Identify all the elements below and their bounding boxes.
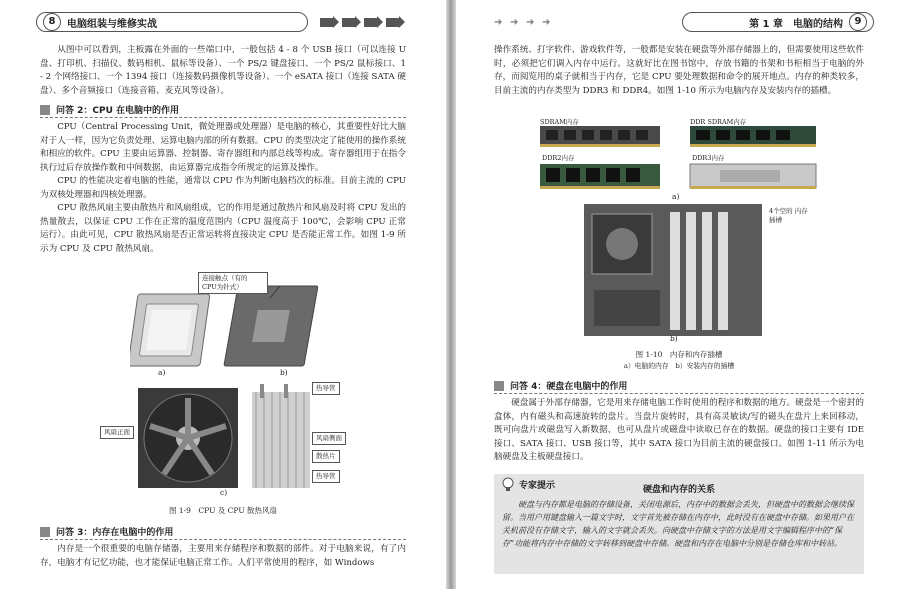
q3-heading: [40, 524, 406, 540]
arrow-icon: ➔: [510, 16, 519, 28]
left-text-block: [40, 44, 406, 256]
fig9-sub-a: a): [158, 368, 166, 377]
square-bullet-icon: [494, 381, 504, 391]
q2-title: 问答 2：CPU 在电脑中的作用: [56, 106, 180, 116]
label-heatsink: 散热片: [312, 450, 340, 463]
arrow-icon: ➔: [526, 16, 535, 28]
arrow-icon: ➔: [542, 16, 551, 28]
square-bullet-icon: [40, 527, 50, 537]
fig10-sub-a: a): [672, 192, 680, 201]
label-heatpipe-bottom: 热导管: [312, 470, 340, 483]
callout-pins: 连接触点（有的 CPU为针式）: [198, 272, 268, 294]
arrow-icon: [364, 18, 378, 27]
q2-paragraph-3: CPU 散热风扇主要由散热片和风扇组成，它的作用是通过散热片和风扇及时将 CPU 发出的热量散去，以保证 CPU 工作在正常的温度范围内（CPU 温度高于 100℃，会影响 CPU 正常运行）。由此可见，CPU 散热风扇是否正常运转将直接决定 CPU 是否能正常工作。如图 1-9 所示为 CPU 及 CPU 散热风扇。: [40, 203, 406, 254]
page-gutter: [446, 0, 456, 589]
left-header: [36, 10, 416, 34]
q2-heading: [40, 102, 406, 118]
fig10-sub-b: b): [670, 334, 678, 343]
right-page-number: 9: [849, 13, 867, 31]
tip-text: 硬盘与内存都是电脑的存储设备，关闭电源后，内存中的数据会丢失，但硬盘中的数据会继续保留。当用户用键盘输入一篇文字时，文字首先被存储在内存中，此时没有在硬盘中存储。如果用户在关机前没有存储文字，输入的文字就会丢失。向硬盘中存储文字的方法是用文字编辑程序中的“保存”功能将内存中存储的文字转移到硬盘中存储。硬盘和内存在电脑中分别是存储仓库和中转站。: [502, 500, 854, 548]
left-arrow-icons: [320, 18, 400, 27]
label-heatpipe-top: 热导管: [312, 382, 340, 395]
label-ddr3: DDR3内存: [692, 154, 725, 162]
q4-paragraph: 硬盘属于外部存储器，它是用来存储电脑工作时使用的程序和数据的地方。硬盘是一个密封的盒体，内有磁头和高速旋转的盘片。当盘片旋转时，具有高灵敏读/写的磁头在盘片上来回移动，既可向盘片或磁盘写入新数据，也可从盘片或磁盘中读取已存在的数据。硬盘的接口主要有 IDE 接口、SATA 接口、USB 接口等，其中 SATA 接口为目前主流的硬盘接口。如图 1-11 所示为电脑硬盘及主板硬盘接口。: [494, 398, 864, 462]
tip-title: 硬盘和内存的关系: [642, 485, 715, 495]
label-ddr2: DDR2内存: [542, 154, 575, 162]
figure-1-9-top: [130, 272, 350, 382]
right-header: [494, 10, 874, 34]
label-ddr-sdram: DDR SDRAM内存: [690, 118, 747, 126]
fig10-caption: 图 1-10 内存和内存插槽: [635, 350, 723, 359]
label-fan-side: 风扇侧面: [312, 432, 346, 445]
right-page: [456, 0, 900, 589]
figure-1-9-bottom: [100, 382, 360, 498]
fig9-sub-c: c): [220, 488, 228, 497]
right-running-title: 第 1 章 电脑的结构: [749, 18, 843, 30]
figure-1-10-a: [540, 118, 820, 202]
right-running-head: [682, 12, 874, 32]
expert-tip-box: [494, 474, 864, 574]
right-text-block: [494, 44, 864, 98]
memory-paragraph: 操作系统、打字软件、游戏软件等，一般都是安装在硬盘等外部存储器上的，但需要使用这些软件时，必须把它们调入内存中运行。这就好比在图书馆中，存放书籍的书架和书柜相当于电脑的外存，而阅览用的桌子就相当于内存，它是 CPU 要处理数据和命令的展开地点。内存的种类较多，目前主流的内存类型为 DDR3 和 DDR4。如图 1-10 所示为电脑内存及安装内存的插槽。: [494, 45, 864, 96]
q4-title: 问答 4：硬盘在电脑中的作用: [510, 382, 628, 392]
arrow-icon: ➔: [494, 16, 503, 28]
left-running-head: [36, 12, 308, 32]
q3-paragraph: 内存是一个很重要的电脑存储器，主要用来存储程序和数据的部件。对于电脑来说，有了内存，电脑才有记忆功能，也才能保证电脑正常工作。人们平常使用的程序，如 Windows: [40, 544, 406, 568]
q2-paragraph-1: CPU（Central Processing Unit，微处理器或处理器）是电脑的核心，其重要性好比大脑对于人一样，因为它负责处理、运算电脑内部的所有数据。CPU 的类型决定了能使用的操作系统和相应的软件。CPU 主要由运算器、控制器、寄存器组和内部总线等构成。寄存器组用于在指令执行过后存放操作数和中间数据，由运算器完成指令所规定的运算及操作。: [40, 122, 406, 173]
left-running-title: 电脑组装与维修实战: [67, 18, 157, 30]
square-bullet-icon: [40, 105, 50, 115]
arrow-icon: [342, 18, 356, 27]
left-page: [0, 0, 446, 589]
right-arrow-icons: [494, 18, 556, 27]
intro-paragraph: 从图中可以看到，主板露在外面的一些端口中，一般包括 4 - 8 个 USB 接口（可以连接 U 盘、打印机、扫描仪、数码相机、鼠标等设备）、一个 PS/2 键盘接口、一个 PS/2 鼠标接口、1 - 2 个网络接口、一个 1394 接口（连接数码摄像机等设备）、一个 eSATA 接口（连接 SATA 硬盘）、多个音频接口（连接音箱、麦克风等设备）。: [40, 45, 406, 96]
fig9-sub-b: b): [280, 368, 288, 377]
right-q4-block: [494, 374, 864, 465]
label-sdram: SDRAM内存: [540, 118, 579, 126]
memory-slots-image: [584, 204, 762, 336]
fig9-caption: 图 1-9 CPU 及 CPU 散热风扇: [168, 506, 278, 515]
q2-paragraph-2: CPU 的性能决定着电脑的性能，通常以 CPU 作为判断电脑档次的标准。目前主流的 CPU 为双核处理器和四核处理器。: [40, 176, 406, 200]
arrow-icon: [320, 18, 334, 27]
left-page-number: 8: [43, 13, 61, 31]
q4-heading: [494, 378, 864, 394]
q3-title: 问答 3：内存在电脑中的作用: [56, 528, 174, 538]
fig10-subcaption: a）电脑的内存 b）安装内存的插槽: [623, 362, 735, 370]
left-bottom-block: [40, 520, 406, 570]
tip-body: [502, 498, 856, 550]
callout-slots: 4个空的 内存插槽: [769, 207, 808, 224]
tip-badge-label: 专家提示: [519, 480, 556, 491]
figure-1-10-b: [584, 204, 824, 344]
memory-modules-image: [540, 118, 820, 202]
label-fan-front: 风扇正面: [100, 426, 134, 439]
arrow-icon: [386, 18, 400, 27]
